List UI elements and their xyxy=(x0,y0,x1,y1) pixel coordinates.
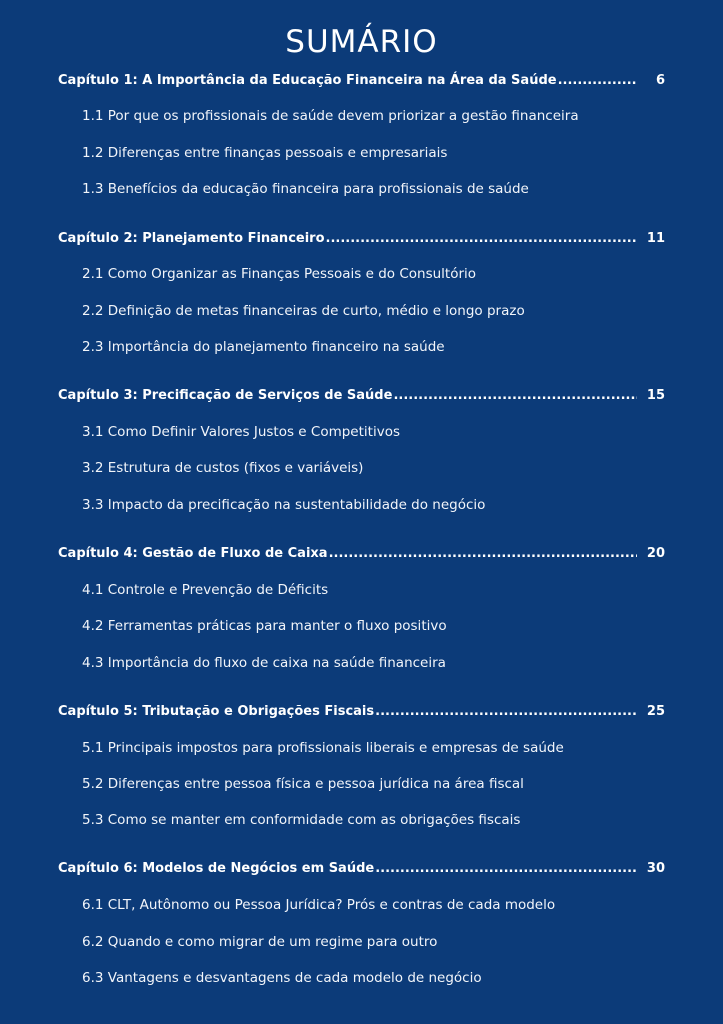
dot-leader xyxy=(393,388,637,403)
chapter-6-entry[interactable] xyxy=(58,861,665,876)
section-5-2[interactable]: 5.2 Diferenças entre pessoa física e pessoa jurídica na área fiscal xyxy=(82,776,524,792)
page-title: SUMÁRIO xyxy=(285,24,438,60)
chapter-page-number: 25 xyxy=(646,704,665,719)
chapter-title: Capítulo 1: A Importância da Educação Financeira na Área da Saúde xyxy=(58,73,557,88)
dot-leader xyxy=(558,73,637,88)
section-4-2[interactable]: 4.2 Ferramentas práticas para manter o fluxo positivo xyxy=(82,618,447,634)
chapter-title: Capítulo 4: Gestão de Fluxo de Caixa xyxy=(58,546,328,561)
section-3-3[interactable]: 3.3 Impacto da precificação na sustentabilidade do negócio xyxy=(82,497,486,513)
section-5-3[interactable]: 5.3 Como se manter em conformidade com as obrigações fiscais xyxy=(82,812,521,828)
chapter-3-entry[interactable] xyxy=(58,388,665,403)
section-6-2[interactable]: 6.2 Quando e como migrar de um regime para outro xyxy=(82,934,438,950)
section-5-1[interactable]: 5.1 Principais impostos para profissionais liberais e empresas de saúde xyxy=(82,740,564,756)
section-2-1[interactable]: 2.1 Como Organizar as Finanças Pessoais e do Consultório xyxy=(82,266,477,282)
dot-leader xyxy=(326,231,637,246)
section-2-3[interactable]: 2.3 Importância do planejamento financeiro na saúde xyxy=(82,339,445,355)
chapter-title: Capítulo 3: Precificação de Serviços de Saúde xyxy=(58,388,393,403)
chapter-page-number: 20 xyxy=(646,546,665,561)
section-2-2[interactable]: 2.2 Definição de metas financeiras de curto, médio e longo prazo xyxy=(82,303,525,319)
chapter-title: Capítulo 6: Modelos de Negócios em Saúde xyxy=(58,861,375,876)
chapter-page-number: 6 xyxy=(655,73,665,88)
chapter-title: Capítulo 2: Planejamento Financeiro xyxy=(58,231,325,246)
dot-leader xyxy=(375,704,637,719)
dot-leader xyxy=(329,546,637,561)
section-4-3[interactable]: 4.3 Importância do fluxo de caixa na saúde financeira xyxy=(82,655,446,671)
chapter-1-entry[interactable] xyxy=(58,73,665,88)
chapter-4-entry[interactable] xyxy=(58,546,665,561)
chapter-5-entry[interactable] xyxy=(58,704,665,719)
section-1-3[interactable]: 1.3 Benefícios da educação financeira para profissionais de saúde xyxy=(82,181,529,197)
section-1-1[interactable]: 1.1 Por que os profissionais de saúde devem priorizar a gestão financeira xyxy=(82,108,579,124)
chapter-2-entry[interactable] xyxy=(58,231,665,246)
dot-leader xyxy=(375,861,637,876)
section-3-1[interactable]: 3.1 Como Definir Valores Justos e Competitivos xyxy=(82,424,400,440)
section-4-1[interactable]: 4.1 Controle e Prevenção de Déficits xyxy=(82,582,329,598)
chapter-title: Capítulo 5: Tributação e Obrigações Fiscais xyxy=(58,704,375,719)
section-3-2[interactable]: 3.2 Estrutura de custos (fixos e variáveis) xyxy=(82,460,364,476)
section-6-3[interactable]: 6.3 Vantagens e desvantagens de cada modelo de negócio xyxy=(82,970,482,986)
chapter-page-number: 15 xyxy=(646,388,665,403)
chapter-page-number: 30 xyxy=(646,861,665,876)
chapter-page-number: 11 xyxy=(646,231,665,246)
section-6-1[interactable]: 6.1 CLT, Autônomo ou Pessoa Jurídica? Prós e contras de cada modelo xyxy=(82,897,556,913)
section-1-2[interactable]: 1.2 Diferenças entre finanças pessoais e empresariais xyxy=(82,145,448,161)
